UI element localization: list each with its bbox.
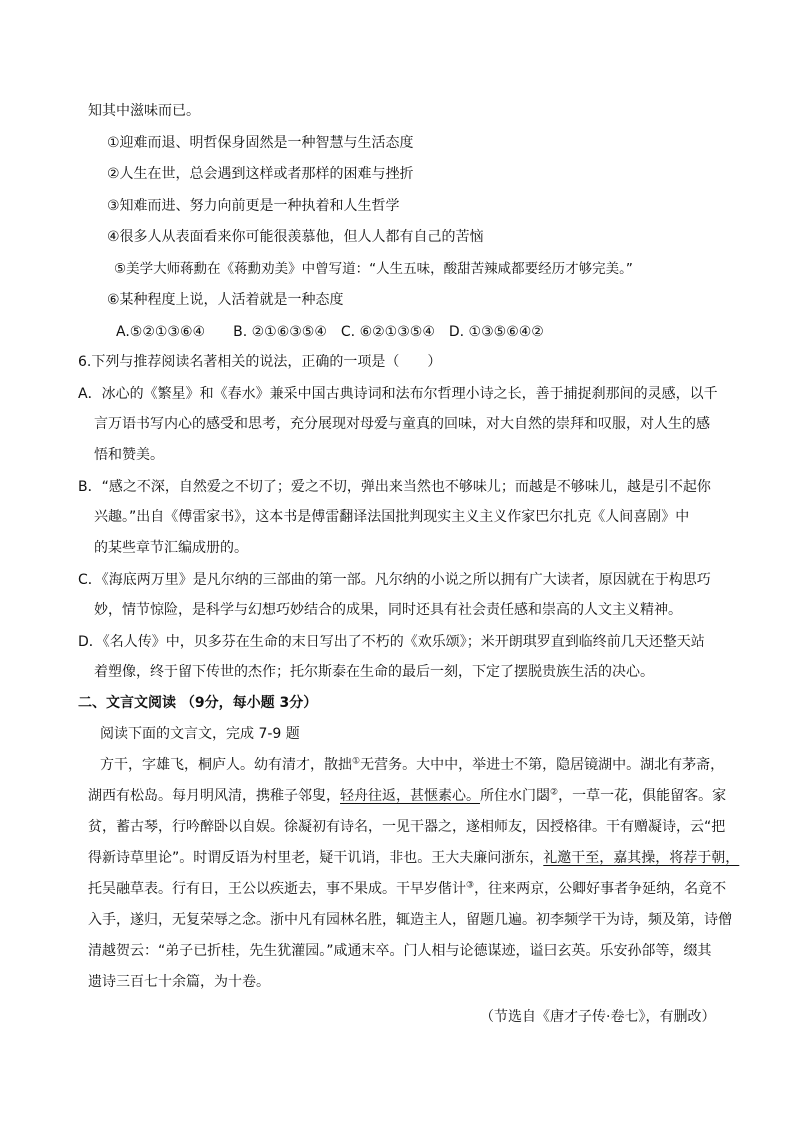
q5-intro-end: 知其中滋味而已。 (88, 103, 200, 119)
q6-option-a-line-1: A．冰心的《繁星》和《春水》兼采中国古典诗词和法布尔哲理小诗之长，善于捕捉刹那间的灵感，以千 (78, 386, 718, 402)
section-2-instruction: 阅读下面的文言文，完成 7-9 题 (100, 726, 300, 742)
section-2-heading: 二、文言文阅读 （9分，每小题 3分） (78, 695, 318, 711)
q6-option-d-line-2: 着塑像，终于留下传世的杰作；托尔斯泰在生命的最后一刻，下定了摆脱贵族生活的决心。 (94, 664, 654, 680)
passage-line-4: 得新诗草里论”。时谓反语为村里老，疑干讥诮，非也。王大夫廉问浙东，礼邀干至，嘉其操，将荐于朝， (88, 850, 740, 866)
footnote-marker-3: ③ (466, 880, 475, 891)
q5-sentence-3: ③知难而进、努力向前更是一种执着和人生哲学 (107, 198, 400, 214)
q5-sentence-5: ⑤美学大师蒋勳在《蒋勳劝美》中曾写道：“人生五味，酸甜苦辣咸都要经历才够完美。” (114, 261, 633, 277)
q6-option-a-line-2: 言万语书写内心的感受和思考，充分展现对母爱与童真的回味，对大自然的崇拜和叹服，对人生的感 (94, 416, 710, 432)
q5-sentence-2: ②人生在世，总会遇到这样或者那样的困难与挫折 (107, 166, 414, 182)
q5-sentence-4: ④很多人从表面看来你可能很羡慕他，但人人都有自己的苦恼 (107, 229, 484, 245)
underlined-phrase-1: 轻舟往返，甚惬素心。 (340, 788, 480, 804)
q6-option-d-line-1: D．《名人传》中，贝多芬在生命的末日写出了不朽的《欢乐颂》；米开朗琪罗直到临终前几天还整天站 (78, 634, 705, 650)
q6-option-b-line-3: 的某些章节汇编成册的。 (94, 540, 248, 556)
q5-options: A.⑤②①③⑥④ B. ②①⑥③⑤④ C. ⑥②①③⑤④ D. ①③⑤⑥④② (116, 324, 544, 340)
q6-option-a-line-3: 悟和赞美。 (94, 447, 164, 463)
footnote-marker-2: ② (550, 787, 559, 798)
passage-line-5: 托吴融草表。行有日，王公以疾逝去，事不果成。干早岁偕计③，往来两京，公卿好事者争延纳，名竟不 (88, 880, 727, 897)
q6-option-c-line-2: 妙，情节惊险，是科学与幻想巧妙结合的成果，同时还具有社会责任感和崇高的人文主义精神。 (94, 602, 682, 618)
underlined-phrase-2: 礼邀干至，嘉其操，将荐于朝， (543, 850, 740, 866)
q6-stem: 6.下列与推荐阅读名著相关的说法，正确的一项是（ ） (78, 354, 442, 370)
passage-line-1: 方干，字雄飞，桐庐人。幼有清才，散拙①无营务。大中中，举进士不第，隐居镜湖中。湖北有茅斋， (100, 756, 725, 773)
q6-option-b-line-2: 兴趣。”出自《傅雷家书》，这本书是傅雷翻译法国批判现实主义主义作家巴尔扎克《人间喜剧》中 (94, 509, 690, 525)
q6-option-b-line-1: B．“感之不深，自然爱之不切了；爱之不切，弹出来当然也不够味儿；而越是不够味儿，越是引不起你 (78, 479, 711, 495)
passage-line-2: 湖西有松岛。每月明风清，携稚子邻叟，轻舟往返，甚惬素心。所住水门閟②，一草一花，俱能留客。家 (88, 787, 727, 804)
passage-source: （节选自《唐才子传·卷七》，有删改） (480, 1009, 716, 1025)
passage-line-8: 遗诗三百七十余篇，为十卷。 (88, 974, 270, 990)
footnote-marker-1: ① (352, 756, 361, 767)
q5-sentence-6: ⑥某种程度上说，人活着就是一种态度 (107, 292, 344, 308)
passage-line-6: 入手，遂归，无复荣辱之念。浙中凡有园林名胜，辄造主人，留题几遍。初李频学干为诗，频及第，诗僧 (88, 912, 732, 928)
q6-option-c-line-1: C．《海底两万里》是凡尔纳的三部曲的第一部。凡尔纳的小说之所以拥有广大读者，原因就在于构思巧 (78, 572, 711, 588)
passage-line-3: 贫，蓄古琴，行吟醉卧以自娱。徐凝初有诗名，一见干器之，遂相师友，因授格律。干有赠凝诗，云“把 (88, 819, 726, 835)
q5-sentence-1: ①迎难而退、明哲保身固然是一种智慧与生活态度 (107, 135, 414, 151)
passage-line-7: 清越贺云：“弟子已折桂，先生犹灌园。”咸通末卒。门人相与论德谋迹，谥曰玄英。乐安孙郃等，缀其 (88, 943, 712, 959)
